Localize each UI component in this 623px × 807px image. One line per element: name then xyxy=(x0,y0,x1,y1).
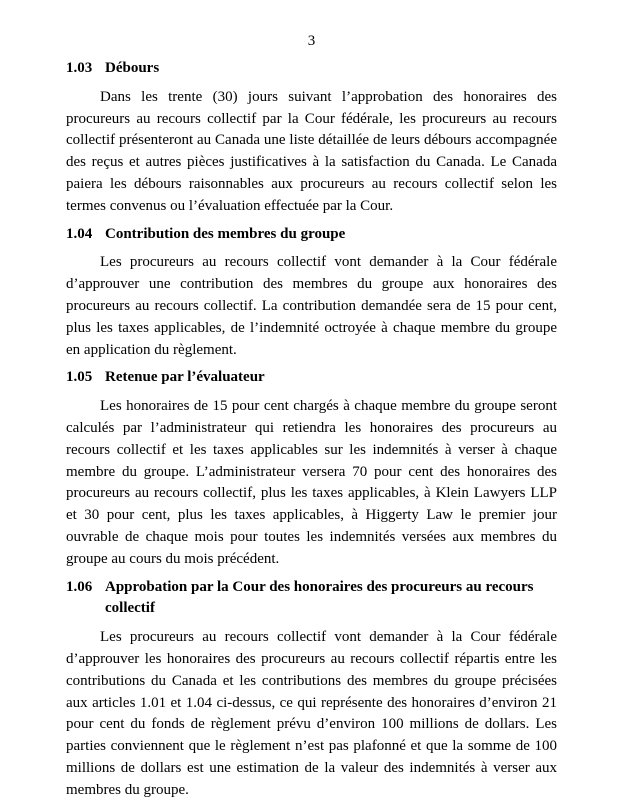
section-paragraph: Dans les trente (30) jours suivant l’approbation des honoraires des procureurs au recours collectif par la Cour fédérale, les procureurs au recours collectif présenteront au Canada une liste détaillée de leurs débours accompagnée des reçus et autres pièces justificatives à la satisfaction du Canada. Le Canada paiera les débours raisonnables aux procureurs au recours collectif selon les termes convenus ou l’évaluation effectuée par la Cour. xyxy=(66,88,557,214)
section-paragraph: Les honoraires de 15 pour cent chargés à chaque membre du groupe seront calculés par l’administrateur qui retiendra les honoraires des procureurs au recours collectif et les taxes applicables sur les indemnités à verser à chaque membre du groupe. L’administrateur versera 70 pour cent des honoraires des procureurs au recours collectif, plus les taxes applicables, à Klein Lawyers LLP et 30 pour cent, plus les taxes applicables, à Higgerty Law le premier jour ouvrable de chaque mois pour toutes les indemnités versées aux membres du groupe au cours du mois précédent. xyxy=(66,398,557,567)
section-paragraph: Les procureurs au recours collectif vont demander à la Cour fédérale d’approuver les honoraires des procureurs au recours collectif répartis entre les contributions du Canada et les contributions des membres du groupe précisées aux articles 1.01 et 1.04 ci-dessus, ce qui représente des honoraires d’environ 21 pour cent du fonds de règlement prévu d’environ 100 millions de dollars. Les parties conviennent que le règlement n’est pas plafonné et que la somme de 100 millions de dollars est une estimation de la valeur des indemnités à verser aux membres du groupe. xyxy=(66,629,557,798)
section-heading xyxy=(66,224,557,246)
section-number: 1.05 xyxy=(66,369,93,386)
section-1-03 xyxy=(66,58,557,218)
section-1-05 xyxy=(66,367,557,570)
page-number: 3 xyxy=(307,33,316,49)
section-paragraph: Les procureurs au recours collectif vont demander à la Cour fédérale d’approuver une contribution des membres du groupe aux honoraires des procureurs au recours collectif. La contribution demandée sera de 15 pour cent, plus les taxes applicables, de l’indemnité octroyée à chaque membre du groupe en application du règlement. xyxy=(66,254,557,358)
section-title: Contribution des membres du groupe xyxy=(105,225,346,242)
section-1-04 xyxy=(66,224,557,362)
section-heading xyxy=(66,58,557,80)
section-title: Approbation par la Cour des honoraires des procureurs au recours collectif xyxy=(105,578,534,617)
section-heading xyxy=(66,367,557,389)
section-number: 1.06 xyxy=(66,578,93,595)
section-title: Retenue par l’évaluateur xyxy=(105,369,265,386)
section-heading xyxy=(66,577,557,621)
section-number: 1.03 xyxy=(66,60,93,76)
section-1-06 xyxy=(66,577,557,802)
section-number: 1.04 xyxy=(66,225,93,242)
section-title: Débours xyxy=(105,60,160,76)
